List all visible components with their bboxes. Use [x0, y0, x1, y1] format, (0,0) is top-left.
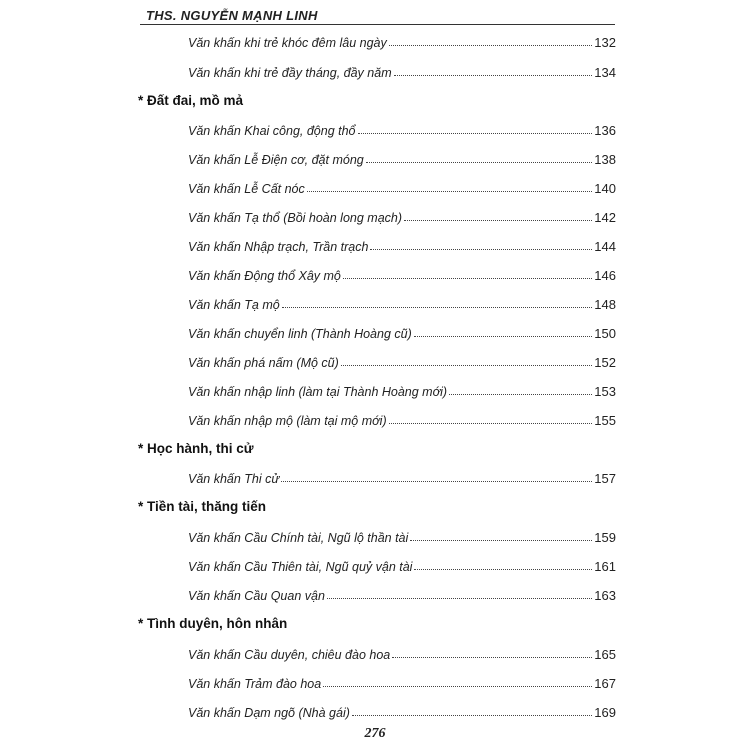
dot-leader: [281, 480, 592, 482]
dot-leader: [343, 277, 592, 279]
dot-leader: [414, 568, 592, 570]
toc-entry-page: 150: [594, 326, 616, 341]
dot-leader: [404, 219, 592, 221]
toc-entry: [188, 644, 616, 662]
toc-entry: [188, 236, 616, 254]
toc-entry-title: Văn khấn Động thổ Xây mộ: [188, 269, 341, 283]
section-heading: * Học hành, thi cử: [138, 441, 254, 456]
toc-entry-page: 153: [594, 384, 616, 399]
toc-entry-page: 152: [594, 355, 616, 370]
toc-entry: [188, 585, 616, 603]
toc-entry-page: 169: [594, 705, 616, 720]
toc-entry-page: 132: [594, 35, 616, 50]
toc-entry-title: Văn khấn Tạ mộ: [188, 298, 280, 312]
toc-entry-title: Văn khấn Nhập trạch, Trần trạch: [188, 240, 369, 254]
toc-entry-page: 136: [594, 123, 616, 138]
toc-entry: [188, 527, 616, 545]
toc-entry-page: 148: [594, 297, 616, 312]
toc-entry-title: Văn khấn phá nấm (Mộ cũ): [188, 356, 339, 370]
toc-entry: [188, 178, 616, 196]
header-rule: [140, 24, 615, 25]
dot-leader: [327, 597, 592, 599]
dot-leader: [358, 132, 593, 134]
toc-entry: [188, 410, 616, 428]
toc-entry-page: 163: [594, 588, 616, 603]
toc-entry: [188, 352, 616, 370]
toc-entry: [188, 468, 616, 486]
dot-leader: [449, 393, 592, 395]
toc-entry: [188, 207, 616, 225]
toc-entry-title: Văn khấn Cầu Thiên tài, Ngũ quỷ vận tài: [188, 560, 413, 574]
toc-entry: [188, 381, 616, 399]
dot-leader: [282, 306, 593, 308]
dot-leader: [323, 685, 592, 687]
toc-entry-page: 146: [594, 268, 616, 283]
dot-leader: [392, 656, 592, 658]
toc-entry-page: 157: [594, 471, 616, 486]
dot-leader: [414, 335, 593, 337]
toc-entry-page: 144: [594, 239, 616, 254]
toc-entry-title: Văn khấn Lễ Điện cơ, đặt móng: [188, 153, 364, 167]
toc-entry-title: Văn khấn Tạ thổ (Bồi hoàn long mạch): [188, 211, 403, 225]
toc-entry: [188, 149, 616, 167]
toc-entry: [188, 702, 616, 720]
toc-entry-title: Văn khấn Lễ Cất nóc: [188, 182, 305, 196]
toc-entry: [188, 120, 616, 138]
toc-entry: [188, 32, 616, 50]
toc-entry-title: Văn khấn Trảm đào hoa: [188, 677, 322, 691]
toc-entry-title: Văn khấn chuyển linh (Thành Hoàng cũ): [188, 327, 412, 341]
toc-entry-title: Văn khấn Cầu Quan vận: [188, 589, 325, 603]
toc-entry-title: Văn khấn Thi cử: [188, 472, 280, 486]
toc-entry: [188, 62, 616, 80]
toc-entry-title: Văn khấn Khai công, động thổ: [188, 124, 356, 138]
toc-entry-title: Văn khấn Cầu duyên, chiêu đào hoa: [188, 648, 391, 662]
toc-entry-page: 155: [594, 413, 616, 428]
toc-entry: [188, 556, 616, 574]
page-number: 276: [364, 726, 386, 741]
dot-leader: [389, 422, 593, 424]
toc-entry-title: Văn khấn khi trẻ đầy tháng, đầy năm: [188, 66, 392, 80]
dot-leader: [370, 248, 592, 250]
toc-entry-page: 165: [594, 647, 616, 662]
section-heading: * Tiền tài, thăng tiến: [138, 499, 267, 514]
toc-entry-page: 142: [594, 210, 616, 225]
section-heading: * Tình duyên, hôn nhân: [138, 616, 288, 631]
dot-leader: [352, 714, 592, 716]
dot-leader: [410, 539, 592, 541]
toc-entry: [188, 673, 616, 691]
running-header: THS. NGUYỄN MẠNH LINH: [146, 8, 318, 23]
toc-entry-page: 161: [594, 559, 616, 574]
toc-entry-page: 167: [594, 676, 616, 691]
toc-entry-page: 140: [594, 181, 616, 196]
dot-leader: [366, 161, 593, 163]
toc-entry: [188, 323, 616, 341]
toc-entry-page: 159: [594, 530, 616, 545]
dot-leader: [307, 190, 593, 192]
toc-entry: [188, 265, 616, 283]
dot-leader: [389, 44, 593, 46]
toc-entry: [188, 294, 616, 312]
toc-entry-page: 138: [594, 152, 616, 167]
dot-leader: [394, 74, 593, 76]
toc-entry-title: Văn khấn khi trẻ khóc đêm lâu ngày: [188, 36, 387, 50]
toc-entry-title: Văn khấn nhập linh (làm tại Thành Hoàng mới): [188, 385, 448, 399]
toc-entry-page: 134: [594, 65, 616, 80]
toc-entry-title: Văn khấn Cầu Chính tài, Ngũ lộ thần tài: [188, 531, 409, 545]
toc-entry-title: Văn khấn Dạm ngõ (Nhà gái): [188, 706, 350, 720]
toc-entry-title: Văn khấn nhập mộ (làm tại mộ mới): [188, 414, 387, 428]
dot-leader: [341, 364, 593, 366]
section-heading: * Đất đai, mồ mả: [138, 93, 244, 108]
